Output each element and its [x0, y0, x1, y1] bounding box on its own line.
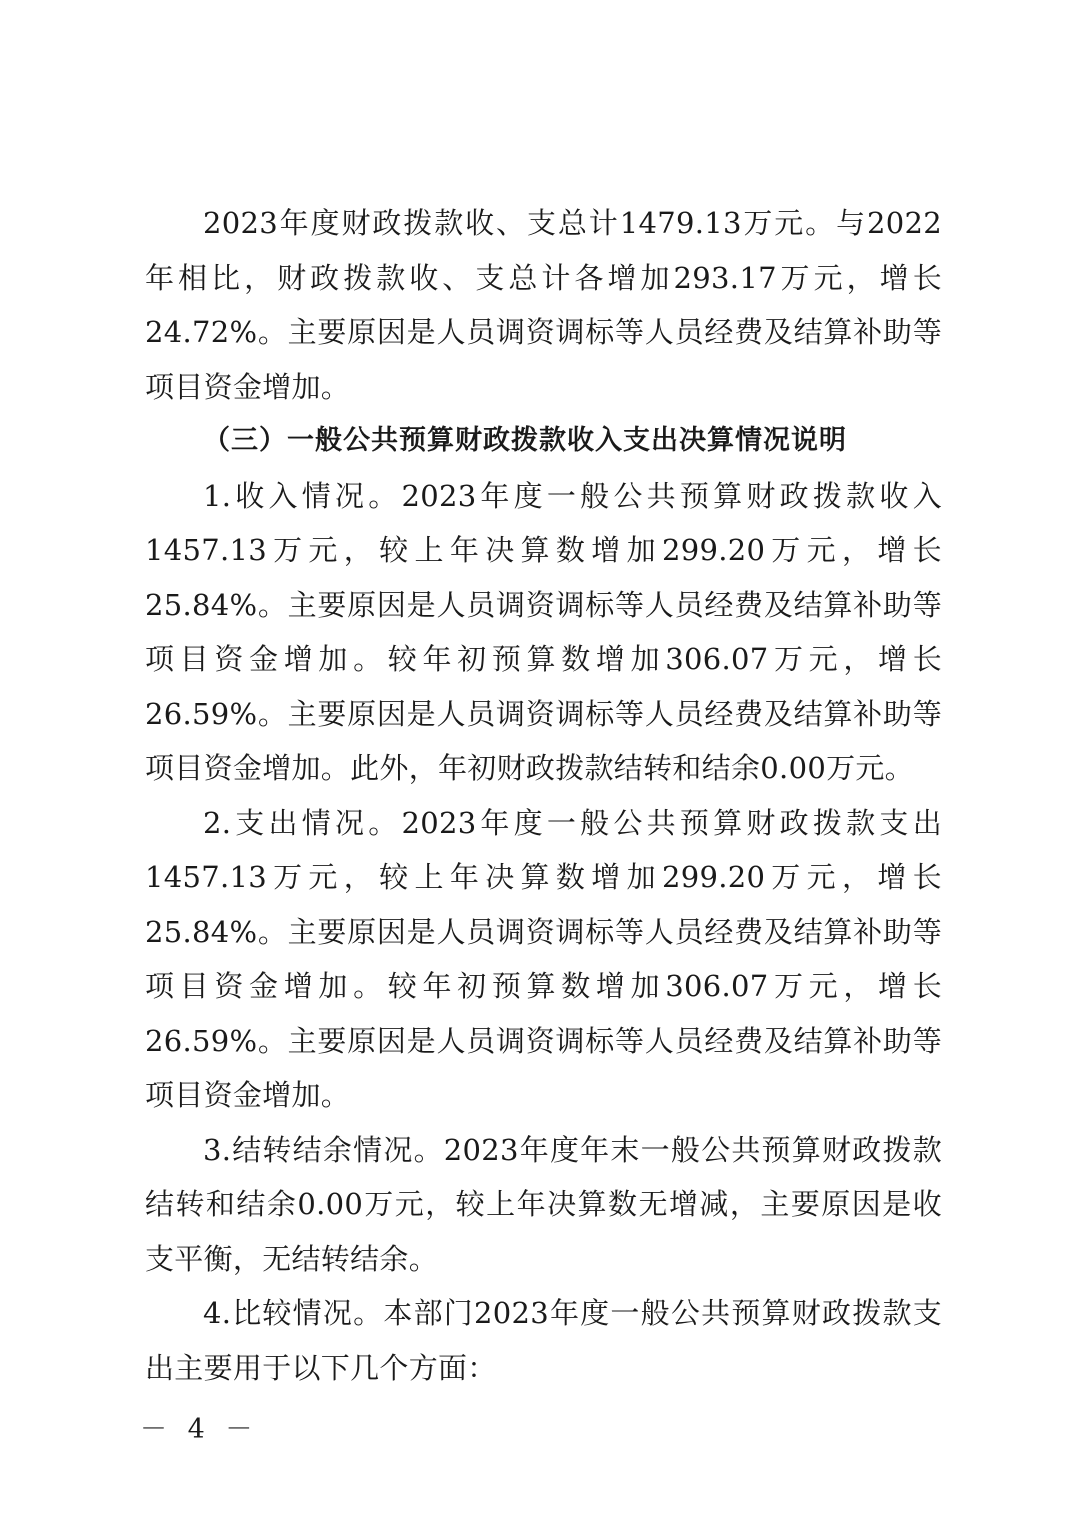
paragraph-carryover: 3.结转结余情况。2023年度年末一般公共预算财政拨款结转和结余0.00万元，较上年决算数无增减，主要原因是收支平衡，无结转结余。	[145, 1132, 942, 1276]
intro-paragraph: 2023年度财政拨款收、支总计1479.13万元。与2022年相比，财政拨款收、支总计各增加293.17万元，增长24.72%。主要原因是人员调资调标等人员经费及结算补助等项目资金增加。	[145, 206, 942, 404]
document-body	[145, 196, 942, 1395]
paragraph-comparison: 4.比较情况。本部门2023年度一般公共预算财政拨款支出主要用于以下几个方面：	[145, 1296, 942, 1385]
paragraph-income: 1.收入情况。2023年度一般公共预算财政拨款收入1457.13万元，较上年决算数增加299.20万元，增长25.84%。主要原因是人员调资调标等人员经费及结算补助等项目资金增加。较年初预算数增加306.07万元，增长26.59%。主要原因是人员调资调标等人员经费及结算补助等项目资金增加。此外，年初财政拨款结转和结余0.00万元。	[145, 478, 942, 785]
paragraph-expenditure: 2.支出情况。2023年度一般公共预算财政拨款支出1457.13万元，较上年决算数增加299.20万元，增长25.84%。主要原因是人员调资调标等人员经费及结算补助等项目资金增加。较年初预算数增加306.07万元，增长26.59%。主要原因是人员调资调标等人员经费及结算补助等项目资金增加。	[145, 805, 942, 1112]
page-number: － 4 －	[140, 1414, 259, 1445]
section-heading: （三）一般公共预算财政拨款收入支出决算情况说明	[203, 425, 847, 456]
